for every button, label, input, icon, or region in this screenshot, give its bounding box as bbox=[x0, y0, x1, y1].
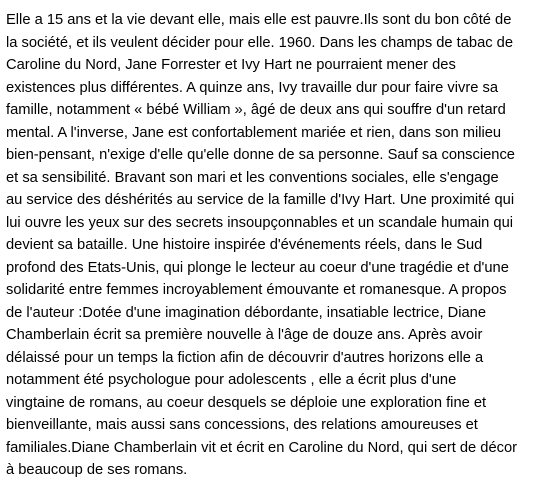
text-line: solidarité entre femmes incroyablement émouvante et romanesque. A propos bbox=[6, 282, 507, 298]
text-line: Elle a 15 ans et la vie devant elle, mais elle est pauvre.Ils sont du bon côté de bbox=[6, 12, 512, 28]
text-line: à beaucoup de ses romans. bbox=[6, 462, 188, 478]
text-line: vingtaine de romans, au coeur desquels se déploie une exploration fine et bbox=[6, 394, 487, 411]
text-line: la société, et ils veulent décider pour elle. 1960. Dans les champs de tabac de bbox=[6, 34, 514, 51]
text-line: famille, notamment « bébé William », âgé de deux ans qui souffre d'un retard bbox=[6, 102, 506, 118]
text-line: profond des Etats-Unis, qui plonge le lecteur au coeur d'une tragédie et d'une bbox=[6, 259, 509, 276]
text-line: délaissé pour un temps la fiction afin de découvrir d'autres horizons elle a bbox=[6, 349, 484, 366]
text-line: de l'auteur :Dotée d'une imagination débordante, insatiable lectrice, Diane bbox=[6, 304, 486, 321]
text-line: familiales.Diane Chamberlain vit et écrit en Caroline du Nord, qui sert de décor bbox=[6, 439, 518, 456]
text-line: notamment été psychologue pour adolescents , elle a écrit plus d'une bbox=[6, 372, 457, 388]
text-line: au service des déshérités au service de la famille d'Ivy Hart. Une proximité qui bbox=[6, 192, 515, 208]
text-line: et sa sensibilité. Bravant son mari et les conventions sociales, elle s'engage bbox=[6, 169, 499, 186]
text-line: existences plus différentes. A quinze ans, Ivy travaille dur pour faire vivre sa bbox=[6, 79, 499, 96]
text-line: Caroline du Nord, Jane Forrester et Ivy Hart ne pourraient mener des bbox=[6, 57, 456, 73]
text-line: Chamberlain écrit sa première nouvelle à l'âge de douze ans. Après avoir bbox=[6, 327, 483, 343]
text-line: devient sa bataille. Une histoire inspirée d'événements réels, dans le Sud bbox=[6, 237, 483, 253]
text-line: lui ouvre les yeux sur des secrets insoupçonnables et un scandale humain qui bbox=[6, 214, 514, 231]
text-line: bienveillante, mais aussi sans concessions, des relations amoureuses et bbox=[6, 417, 478, 433]
text-line: bien-pensant, n'exige d'elle qu'elle donne de sa personne. Sauf sa conscience bbox=[6, 147, 515, 163]
book-description bbox=[6, 9, 534, 482]
text-line: mental. A l'inverse, Jane est confortablement mariée et rien, dans son milieu bbox=[6, 124, 502, 141]
